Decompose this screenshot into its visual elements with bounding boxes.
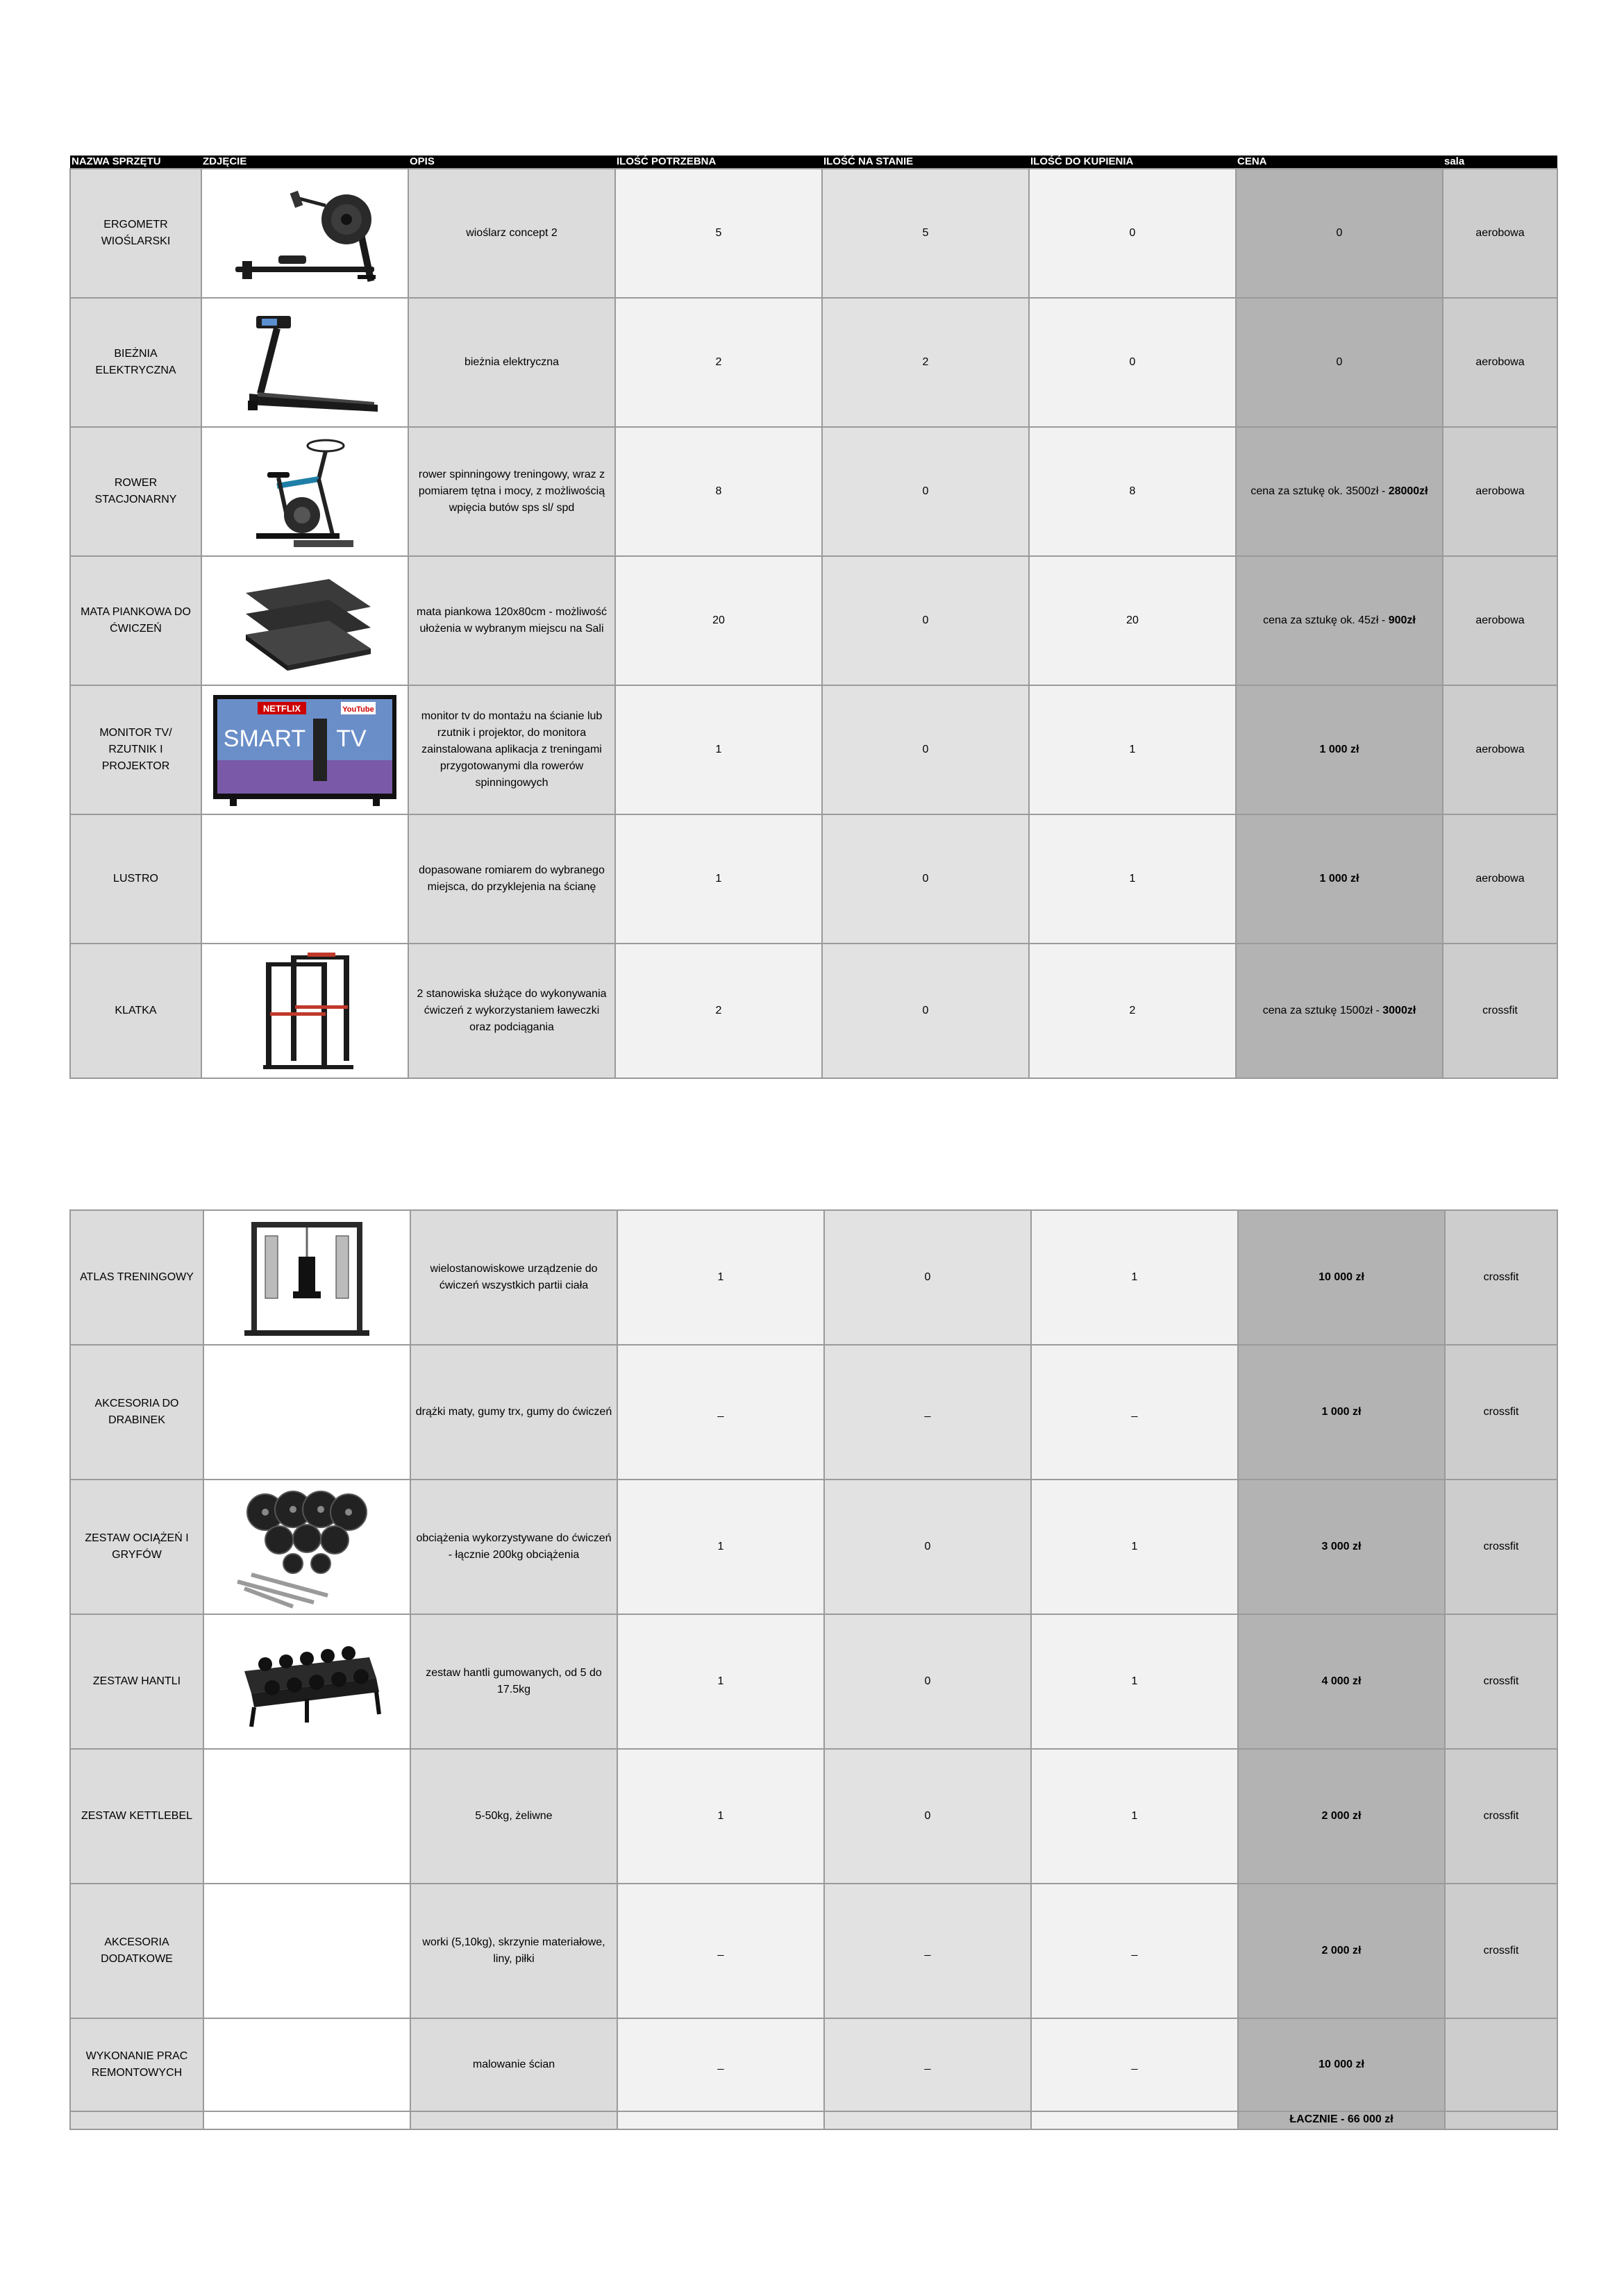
header-room: sala [1443, 156, 1557, 169]
item-photo [203, 1480, 410, 1614]
item-photo [203, 1614, 410, 1749]
table-row [70, 1480, 1557, 1614]
price-value: 2 000 zł [1321, 1945, 1362, 1956]
price [1238, 1345, 1445, 1480]
item-name: ZESTAW OCIĄŻEŃ I GRYFÓW [70, 1480, 203, 1614]
qty-to-buy: _ [1031, 1345, 1238, 1480]
price-value: 1 000 zł [1319, 744, 1359, 755]
spinning-bike-icon [228, 430, 381, 553]
treadmill-icon [221, 303, 388, 421]
table-row [70, 298, 1557, 427]
price-value: 0 [1336, 227, 1343, 239]
item-description: obciążenia wykorzystywane do ćwiczeń - łącznie 200kg obciążenia [410, 1480, 617, 1614]
price [1236, 814, 1443, 944]
item-name: AKCESORIA DODATKOWE [70, 1884, 203, 2018]
qty-in-stock: 0 [824, 1614, 1031, 1749]
total-empty [203, 2111, 410, 2129]
item-description: wielostanowiskowe urządzenie do ćwiczeń wszystkich partii ciała [410, 1210, 617, 1345]
qty-to-buy: _ [1031, 1884, 1238, 2018]
price [1238, 1884, 1445, 2018]
qty-in-stock: 0 [824, 1749, 1031, 1884]
item-description: 5-50kg, żeliwne [410, 1749, 617, 1884]
qty-in-stock: 0 [824, 1210, 1031, 1345]
header-qty-to-buy: ILOŚĆ DO KUPIENIA [1029, 156, 1236, 169]
item-name: KLATKA [70, 944, 201, 1078]
item-name: AKCESORIA DO DRABINEK [70, 1345, 203, 1480]
equipment-table-2 [69, 1209, 1558, 2130]
qty-needed: 1 [617, 1480, 824, 1614]
price [1236, 298, 1443, 427]
item-photo [201, 427, 408, 556]
item-photo [201, 169, 408, 298]
table-row [70, 556, 1557, 685]
table-row [70, 169, 1557, 298]
qty-in-stock: 0 [824, 1480, 1031, 1614]
item-name: ROWER STACJONARNY [70, 427, 201, 556]
header-qty-in-stock: ILOŚĆ NA STANIE [822, 156, 1029, 169]
header-row [70, 156, 1557, 169]
item-description: mata piankowa 120x80cm - możliwość ułożenia w wybranym miejscu na Sali [408, 556, 615, 685]
price-value: 3 000 zł [1321, 1541, 1362, 1552]
price-value: 2 000 zł [1321, 1810, 1362, 1822]
table-row [70, 427, 1557, 556]
item-description: rower spinningowy treningowy, wraz z pomiarem tętna i mocy, z możliwością wpięcia butów sps sl/ spd [408, 427, 615, 556]
multi-gym-icon [237, 1215, 376, 1340]
price [1236, 944, 1443, 1078]
total-empty [70, 2111, 203, 2129]
room: crossfit [1445, 1480, 1557, 1614]
qty-needed: _ [617, 1345, 824, 1480]
header-price: CENA [1236, 156, 1443, 169]
table-row [70, 944, 1557, 1078]
qty-needed: 1 [615, 685, 822, 814]
item-photo [203, 1210, 410, 1345]
price-note: cena za sztukę ok. 45zł - [1263, 614, 1389, 626]
header-description: OPIS [408, 156, 615, 169]
table-row [70, 1210, 1557, 1345]
total-empty [1445, 2111, 1557, 2129]
item-description: drążki maty, gumy trx, gumy do ćwiczeń [410, 1345, 617, 1480]
room: crossfit [1445, 1210, 1557, 1345]
item-name: MATA PIANKOWA DO ĆWICZEŃ [70, 556, 201, 685]
room: aerobowa [1443, 427, 1557, 556]
item-name: MONITOR TV/ RZUTNIK I PROJEKTOR [70, 685, 201, 814]
price [1238, 1210, 1445, 1345]
header-name: NAZWA SPRZĘTU [70, 156, 201, 169]
total-row [70, 2111, 1557, 2129]
qty-to-buy: 1 [1031, 1749, 1238, 1884]
smart-tv-icon [209, 691, 401, 809]
item-photo [203, 2018, 410, 2111]
price-value: 10 000 zł [1319, 1271, 1364, 1283]
total-empty [410, 2111, 617, 2129]
total-empty [617, 2111, 824, 2129]
item-photo [201, 814, 408, 944]
item-photo [201, 298, 408, 427]
qty-to-buy: 1 [1029, 814, 1236, 944]
qty-to-buy: 0 [1029, 298, 1236, 427]
qty-needed: 20 [615, 556, 822, 685]
price [1236, 169, 1443, 298]
table-row [70, 685, 1557, 814]
qty-to-buy: 1 [1031, 1480, 1238, 1614]
qty-to-buy: 1 [1031, 1210, 1238, 1345]
qty-to-buy: _ [1031, 2018, 1238, 2111]
qty-to-buy: 20 [1029, 556, 1236, 685]
item-description: worki (5,10kg), skrzynie materiałowe, liny, piłki [410, 1884, 617, 2018]
price [1238, 1480, 1445, 1614]
price-value: 0 [1336, 356, 1343, 368]
room: aerobowa [1443, 169, 1557, 298]
item-description: malowanie ścian [410, 2018, 617, 2111]
qty-needed: 2 [615, 298, 822, 427]
equipment-table-1 [69, 156, 1558, 1079]
qty-in-stock: 0 [822, 685, 1029, 814]
price [1238, 1749, 1445, 1884]
table-row [70, 1614, 1557, 1749]
grand-total: ŁACZNIE - 66 000 zł [1238, 2111, 1445, 2129]
item-photo [201, 944, 408, 1078]
price [1236, 427, 1443, 556]
qty-needed: 1 [617, 1749, 824, 1884]
item-photo [203, 1345, 410, 1480]
item-name: LUSTRO [70, 814, 201, 944]
item-description: 2 stanowiska służące do wykonywania ćwiczeń z wykorzystaniem ławeczki oraz podciągania [408, 944, 615, 1078]
tv-brand-netflix: NETFLIX [262, 703, 301, 714]
item-description: monitor tv do montażu na ścianie lub rzutnik i projektor, do monitora zainstalowana aplikacja z treningami przygotowanymi dla rowerów spinningowych [408, 685, 615, 814]
qty-in-stock: _ [824, 2018, 1031, 2111]
price-note: cena za sztukę 1500zł - [1262, 1005, 1383, 1016]
qty-in-stock: 0 [822, 814, 1029, 944]
table-row [70, 1884, 1557, 2018]
qty-needed: 2 [615, 944, 822, 1078]
price [1236, 556, 1443, 685]
qty-in-stock: 2 [822, 298, 1029, 427]
price-value: 1 000 zł [1321, 1406, 1362, 1418]
price [1238, 1614, 1445, 1749]
room: aerobowa [1443, 685, 1557, 814]
table-row [70, 814, 1557, 944]
price-value: 28000zł [1388, 485, 1428, 497]
item-name: ZESTAW HANTLI [70, 1614, 203, 1749]
room: aerobowa [1443, 298, 1557, 427]
qty-in-stock: _ [824, 1345, 1031, 1480]
qty-needed: 8 [615, 427, 822, 556]
room: crossfit [1445, 1884, 1557, 2018]
item-name: BIEŻNIA ELEKTRYCZNA [70, 298, 201, 427]
item-photo [201, 685, 408, 814]
table-row [70, 1345, 1557, 1480]
price-value: 900zł [1388, 614, 1416, 626]
tv-brand-youtube: YouTube [342, 705, 374, 714]
item-name: ATLAS TRENINGOWY [70, 1210, 203, 1345]
price-value: 10 000 zł [1319, 2059, 1364, 2070]
header-qty-needed: ILOŚĆ POTRZEBNA [615, 156, 822, 169]
price-note: cena za sztukę ok. 3500zł - [1250, 485, 1389, 497]
item-name: ERGOMETR WIOŚLARSKI [70, 169, 201, 298]
header-photo: ZDJĘCIE [201, 156, 408, 169]
item-description: zestaw hantli gumowanych, od 5 do 17.5kg [410, 1614, 617, 1749]
item-photo [203, 1749, 410, 1884]
room: crossfit [1445, 1614, 1557, 1749]
item-photo [201, 556, 408, 685]
qty-needed: 1 [617, 1210, 824, 1345]
qty-to-buy: 8 [1029, 427, 1236, 556]
room: crossfit [1445, 1749, 1557, 1884]
total-empty [1031, 2111, 1238, 2129]
tv-smart-text: SMART [223, 726, 306, 752]
room [1445, 2018, 1557, 2111]
price-value: 1 000 zł [1319, 873, 1359, 885]
qty-needed: _ [617, 2018, 824, 2111]
price-value: 4 000 zł [1321, 1675, 1362, 1687]
foam-mat-icon [225, 565, 385, 676]
dumbbell-rack-icon [231, 1629, 383, 1734]
room: aerobowa [1443, 814, 1557, 944]
total-empty [824, 2111, 1031, 2129]
room: aerobowa [1443, 556, 1557, 685]
qty-in-stock: 0 [822, 556, 1029, 685]
item-photo [203, 1884, 410, 2018]
item-description: bieżnia elektryczna [408, 298, 615, 427]
qty-to-buy: 0 [1029, 169, 1236, 298]
qty-needed: _ [617, 1884, 824, 2018]
item-name: WYKONANIE PRAC REMONTOWYCH [70, 2018, 203, 2111]
table-row [70, 2018, 1557, 2111]
qty-in-stock: 5 [822, 169, 1029, 298]
room: crossfit [1443, 944, 1557, 1078]
price-value: 3000zł [1382, 1005, 1416, 1016]
tv-tv-text: TV [336, 726, 367, 752]
qty-in-stock: 0 [822, 944, 1029, 1078]
qty-needed: 5 [615, 169, 822, 298]
item-description: wioślarz concept 2 [408, 169, 615, 298]
room: crossfit [1445, 1345, 1557, 1480]
qty-to-buy: 2 [1029, 944, 1236, 1078]
qty-in-stock: _ [824, 1884, 1031, 2018]
qty-in-stock: 0 [822, 427, 1029, 556]
table-row [70, 1749, 1557, 1884]
power-rack-icon [249, 950, 360, 1072]
item-name: ZESTAW KETTLEBEL [70, 1749, 203, 1884]
price [1238, 2018, 1445, 2111]
item-description: dopasowane romiarem do wybranego miejsca, do przyklejenia na ścianę [408, 814, 615, 944]
qty-needed: 1 [617, 1614, 824, 1749]
qty-needed: 1 [615, 814, 822, 944]
price [1236, 685, 1443, 814]
qty-to-buy: 1 [1029, 685, 1236, 814]
rowing-machine-icon [221, 178, 388, 289]
qty-to-buy: 1 [1031, 1614, 1238, 1749]
weight-plates-icon [231, 1484, 383, 1609]
